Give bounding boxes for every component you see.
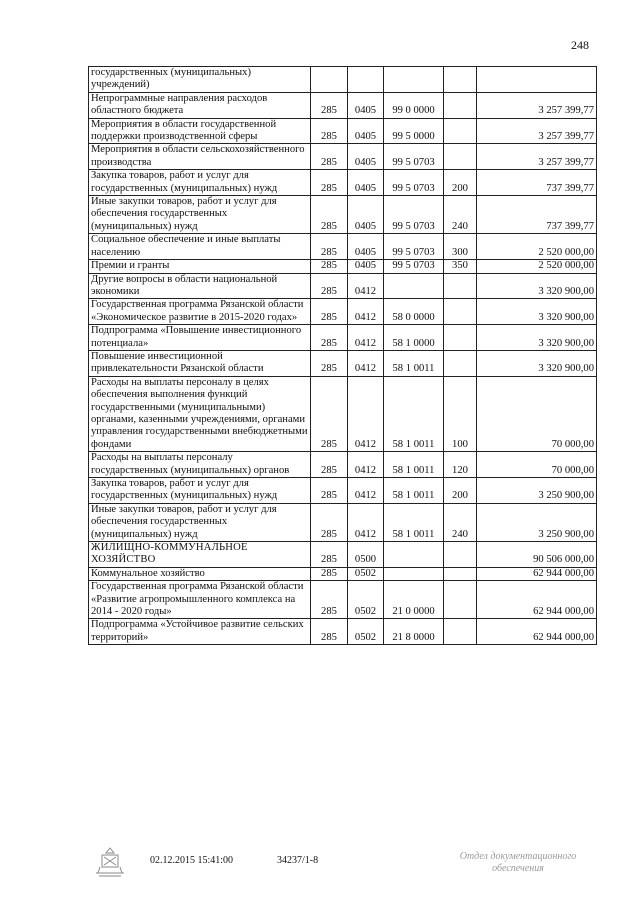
cell-vr: 120 (444, 452, 477, 478)
cell-csr: 99 5 0703 (384, 196, 444, 234)
table-row (89, 196, 597, 234)
cell-csr: 21 8 0000 (384, 619, 444, 645)
cell-ved: 285 (311, 478, 348, 504)
cell-csr (384, 273, 444, 299)
cell-ved: 285 (311, 350, 348, 376)
cell-ved: 285 (311, 619, 348, 645)
cell-vr (444, 325, 477, 351)
cell-ved: 285 (311, 376, 348, 451)
cell-csr: 99 0 0000 (384, 92, 444, 118)
cell-name: Премии и гранты (89, 260, 311, 273)
cell-name: Мероприятия в области сельскохозяйственного производства (89, 144, 311, 170)
cell-csr (384, 567, 444, 580)
cell-sum: 3 320 900,00 (477, 299, 597, 325)
cell-razdel: 0502 (348, 567, 384, 580)
cell-razdel: 0500 (348, 542, 384, 568)
cell-name: Подпрограмма «Устойчивое развитие сельских территорий» (89, 619, 311, 645)
cell-csr: 58 1 0011 (384, 452, 444, 478)
cell-csr: 99 5 0703 (384, 260, 444, 273)
cell-vr (444, 299, 477, 325)
cell-ved: 285 (311, 273, 348, 299)
cell-name: Социальное обеспечение и иные выплаты населению (89, 234, 311, 260)
cell-sum: 3 250 900,00 (477, 478, 597, 504)
cell-name: Подпрограмма «Повышение инвестиционного потенциала» (89, 325, 311, 351)
cell-csr: 58 1 0000 (384, 325, 444, 351)
table-row (89, 118, 597, 144)
cell-vr (444, 273, 477, 299)
cell-vr: 300 (444, 234, 477, 260)
budget-table-body (89, 67, 597, 645)
page-number: 248 (571, 38, 589, 52)
cell-ved: 285 (311, 299, 348, 325)
cell-sum: 62 944 000,00 (477, 619, 597, 645)
cell-name: Повышение инвестиционной привлекательности Рязанской области (89, 350, 311, 376)
table-row (89, 376, 597, 451)
table-row (89, 567, 597, 580)
cell-vr: 240 (444, 503, 477, 541)
cell-razdel: 0412 (348, 452, 384, 478)
table-row (89, 67, 597, 93)
cell-sum: 3 257 399,77 (477, 118, 597, 144)
cell-vr: 240 (444, 196, 477, 234)
stamp-line-1: Отдел документационного (459, 851, 577, 862)
cell-name: Государственная программа Рязанской области «Развитие агропромышленного комплекса на 2014 - 2020 годы» (89, 581, 311, 619)
cell-vr (444, 118, 477, 144)
cell-ved: 285 (311, 118, 348, 144)
cell-csr: 99 5 0703 (384, 234, 444, 260)
cell-ved: 285 (311, 260, 348, 273)
table-row (89, 234, 597, 260)
cell-sum: 3 320 900,00 (477, 273, 597, 299)
table-row (89, 350, 597, 376)
cell-razdel: 0405 (348, 234, 384, 260)
cell-vr (444, 144, 477, 170)
cell-razdel: 0405 (348, 118, 384, 144)
cell-ved: 285 (311, 170, 348, 196)
table-row (89, 170, 597, 196)
table-row (89, 144, 597, 170)
cell-sum: 3 257 399,77 (477, 144, 597, 170)
cell-csr: 99 5 0703 (384, 144, 444, 170)
cell-sum: 62 944 000,00 (477, 581, 597, 619)
department-stamp (442, 851, 594, 875)
cell-sum: 3 320 900,00 (477, 350, 597, 376)
cell-name: Государственная программа Рязанской области «Экономическое развитие в 2015-2020 годах» (89, 299, 311, 325)
footer-doc-number: 34237/1-8 (277, 855, 319, 866)
cell-sum: 2 520 000,00 (477, 234, 597, 260)
cell-razdel: 0405 (348, 144, 384, 170)
cell-razdel: 0502 (348, 619, 384, 645)
cell-sum: 70 000,00 (477, 452, 597, 478)
cell-ved: 285 (311, 325, 348, 351)
cell-vr (444, 567, 477, 580)
table-row (89, 503, 597, 541)
cell-razdel: 0412 (348, 376, 384, 451)
cell-name: Иные закупки товаров, работ и услуг для обеспечения государственных (муниципальных) нужд (89, 503, 311, 541)
cell-razdel: 0405 (348, 260, 384, 273)
cell-vr (444, 581, 477, 619)
table-row (89, 581, 597, 619)
cell-sum: 2 520 000,00 (477, 260, 597, 273)
cell-ved: 285 (311, 542, 348, 568)
cell-vr (444, 92, 477, 118)
cell-name: Другие вопросы в области национальной экономики (89, 273, 311, 299)
cell-vr: 200 (444, 478, 477, 504)
cell-name: Расходы на выплаты персоналу государственных (муниципальных) органов (89, 452, 311, 478)
budget-table (88, 66, 597, 645)
cell-sum: 3 257 399,77 (477, 92, 597, 118)
cell-razdel: 0412 (348, 503, 384, 541)
cell-razdel: 0412 (348, 350, 384, 376)
cell-sum: 62 944 000,00 (477, 567, 597, 580)
cell-csr: 21 0 0000 (384, 581, 444, 619)
cell-razdel: 0502 (348, 581, 384, 619)
cell-ved: 285 (311, 503, 348, 541)
cell-csr: 58 0 0000 (384, 299, 444, 325)
cell-sum: 3 320 900,00 (477, 325, 597, 351)
cell-vr (444, 619, 477, 645)
cell-razdel: 0405 (348, 196, 384, 234)
cell-ved: 285 (311, 234, 348, 260)
cell-sum: 70 000,00 (477, 376, 597, 451)
cell-name: Закупка товаров, работ и услуг для государственных (муниципальных) нужд (89, 170, 311, 196)
cell-csr: 58 1 0011 (384, 376, 444, 451)
table-row (89, 299, 597, 325)
cell-name: государственных (муниципальных) учреждений) (89, 67, 311, 93)
cell-razdel: 0412 (348, 273, 384, 299)
cell-csr: 58 1 0011 (384, 478, 444, 504)
cell-name: Коммунальное хозяйство (89, 567, 311, 580)
cell-ved: 285 (311, 567, 348, 580)
cell-ved: 285 (311, 92, 348, 118)
cell-csr (384, 67, 444, 93)
footer-datetime: 02.12.2015 15:41:00 (150, 855, 234, 866)
table-row (89, 273, 597, 299)
cell-razdel: 0412 (348, 325, 384, 351)
cell-vr (444, 350, 477, 376)
cell-name: Закупка товаров, работ и услуг для государственных (муниципальных) нужд (89, 478, 311, 504)
cell-razdel: 0412 (348, 299, 384, 325)
cell-name: ЖИЛИЩНО-КОММУНАЛЬНОЕ ХОЗЯЙСТВО (89, 542, 311, 568)
emblem-icon (90, 845, 130, 879)
cell-name: Иные закупки товаров, работ и услуг для обеспечения государственных (муниципальных) нужд (89, 196, 311, 234)
cell-razdel (348, 67, 384, 93)
cell-razdel: 0405 (348, 170, 384, 196)
cell-vr: 350 (444, 260, 477, 273)
cell-vr (444, 67, 477, 93)
table-row (89, 92, 597, 118)
cell-sum: 737 399,77 (477, 196, 597, 234)
table-row (89, 542, 597, 568)
cell-vr (444, 542, 477, 568)
cell-ved: 285 (311, 196, 348, 234)
cell-razdel: 0405 (348, 92, 384, 118)
cell-vr: 200 (444, 170, 477, 196)
stamp-line-2: обеспечения (492, 863, 544, 874)
cell-csr: 58 1 0011 (384, 503, 444, 541)
table-row (89, 260, 597, 273)
cell-sum: 737 399,77 (477, 170, 597, 196)
cell-ved: 285 (311, 144, 348, 170)
cell-ved: 285 (311, 581, 348, 619)
cell-name: Расходы на выплаты персоналу в целях обеспечения выполнения функций государственными (муниципальными) органами, казенными учреждениями, органами управления государственными внебюджетными фондами (89, 376, 311, 451)
table-row (89, 452, 597, 478)
table-row (89, 478, 597, 504)
cell-ved: 285 (311, 452, 348, 478)
cell-csr (384, 542, 444, 568)
cell-sum: 90 506 000,00 (477, 542, 597, 568)
cell-razdel: 0412 (348, 478, 384, 504)
cell-vr: 100 (444, 376, 477, 451)
cell-name: Мероприятия в области государственной поддержки производственной сферы (89, 118, 311, 144)
table-row (89, 619, 597, 645)
table-row (89, 325, 597, 351)
cell-sum (477, 67, 597, 93)
cell-ved (311, 67, 348, 93)
cell-csr: 58 1 0011 (384, 350, 444, 376)
cell-name: Непрограммные направления расходов областного бюджета (89, 92, 311, 118)
cell-sum: 3 250 900,00 (477, 503, 597, 541)
cell-csr: 99 5 0000 (384, 118, 444, 144)
cell-csr: 99 5 0703 (384, 170, 444, 196)
